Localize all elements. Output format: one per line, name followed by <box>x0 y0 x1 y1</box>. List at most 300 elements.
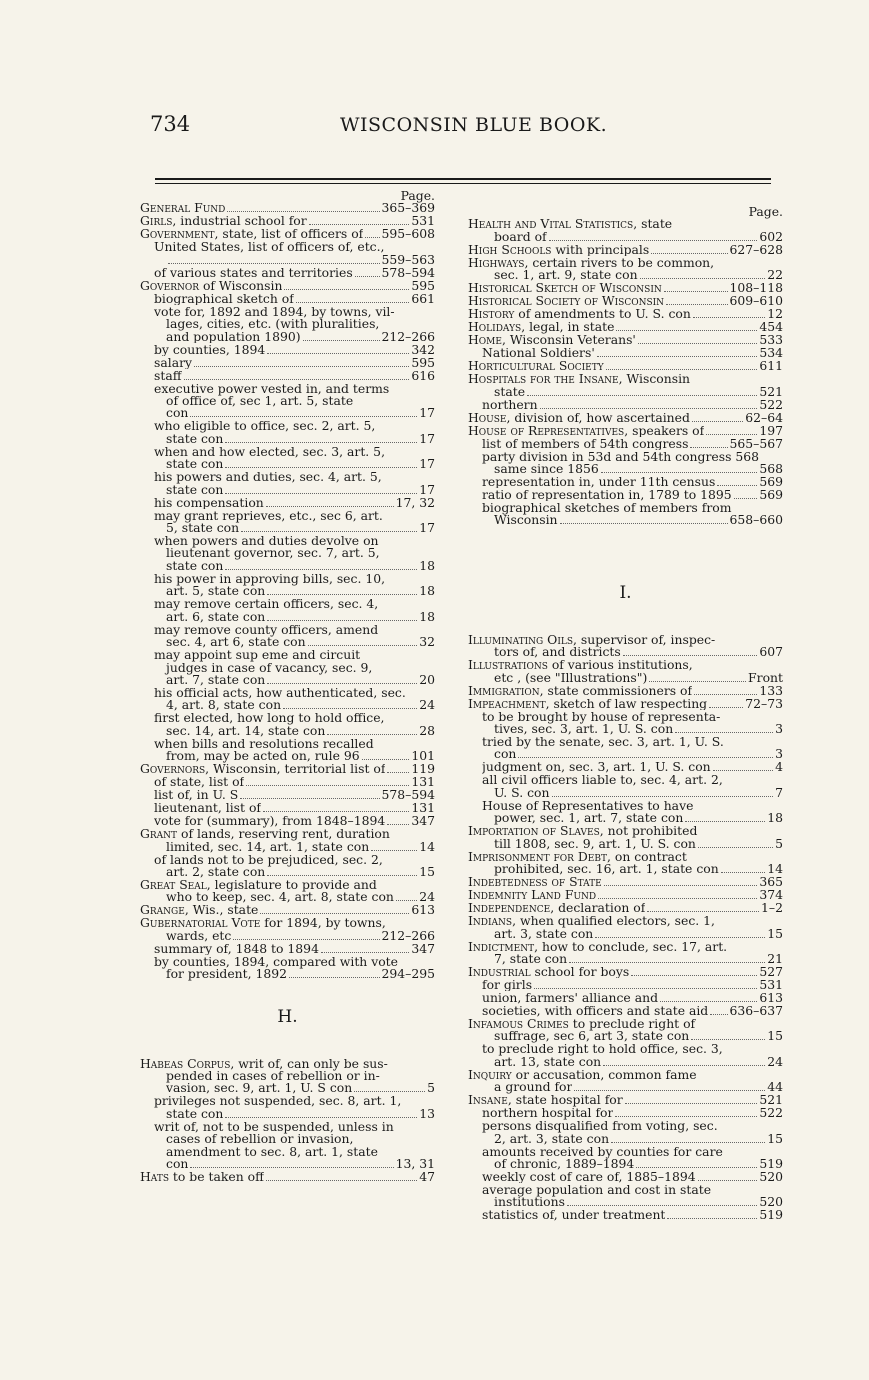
entry-text: a ground for <box>494 1081 573 1094</box>
entry-text: judges in case of vacancy, sec. 9, <box>166 659 373 675</box>
entry-text: of lands not to be prejudiced, sec. 2, <box>154 851 383 867</box>
entry-heading: Habeas Corpus <box>140 1055 231 1071</box>
page-reference: 595–608 <box>381 226 435 242</box>
entry-heading: Highways <box>468 254 525 270</box>
page-reference: 15 <box>767 925 783 941</box>
dot-leader <box>675 732 773 733</box>
entry-text: , legal, in state <box>521 321 615 334</box>
entry-text: , Wisconsin Veterans' <box>501 334 636 347</box>
entry-heading: Health and Vital Statistics <box>468 216 634 232</box>
dot-leader <box>664 291 728 292</box>
entry-text: state con <box>166 458 224 471</box>
entry-text: vasion, sec. 9, art. 1, U. S con <box>166 1082 353 1095</box>
page-reference: 522 <box>759 396 783 412</box>
page-reference: 636–637 <box>729 1002 783 1018</box>
page-reference: 44 <box>767 1079 783 1095</box>
dot-leader <box>615 1116 757 1117</box>
entry-text: average population and cost in state <box>482 1181 712 1197</box>
dot-leader <box>667 1218 757 1219</box>
index-entry <box>140 264 435 280</box>
page-reference: 18 <box>419 608 435 624</box>
entry-text: representation in, under 11th census <box>482 476 716 489</box>
entry-text: for 1894, by towns, <box>260 915 386 931</box>
page-reference: 108–118 <box>729 280 783 296</box>
index-entry <box>140 354 435 370</box>
page-reference: 13, 31 <box>395 1156 435 1171</box>
entry-text: tors of, and districts <box>494 646 621 659</box>
page-reference: 133 <box>759 682 783 698</box>
entry-text: statistics of, under treatment <box>482 1209 666 1222</box>
page-reference: 521 <box>759 1092 783 1108</box>
entry-text: of chronic, 1889–1894 <box>494 1157 635 1171</box>
dot-leader <box>601 472 758 473</box>
entry-text: , supervisor of, inspec- <box>573 631 716 647</box>
index-entry <box>140 1158 435 1171</box>
entry-heading: Independence <box>468 902 551 915</box>
index-entry <box>468 825 783 837</box>
page-reference: 4 <box>775 759 783 775</box>
entry-text: , when qualified electors, sec. 1, <box>512 913 715 929</box>
entry-text: all civil officers liable to, sec. 4, art. 2, <box>482 772 723 788</box>
dot-leader <box>636 1167 757 1168</box>
dot-leader <box>709 707 743 708</box>
index-entry <box>468 321 783 334</box>
index-entry <box>140 420 435 432</box>
dot-leader <box>598 898 757 899</box>
page-reference: 520 <box>759 1194 783 1210</box>
entry-text: till 1808, sec. 9, art. 1, U. S. con <box>494 837 696 851</box>
index-entry <box>468 950 783 966</box>
entry-text: party division in 53d and 54th congress 568 <box>482 448 760 464</box>
page-reference: 24 <box>419 889 435 905</box>
entry-text: his powers and duties, sec. 4, art. 5, <box>154 469 382 485</box>
section-letter-i: I. <box>619 583 632 604</box>
entry-heading: Grant <box>140 826 178 842</box>
page-reference: 294–295 <box>381 966 435 982</box>
index-entry <box>140 927 435 943</box>
entry-text: , Wisconsin, territorial list of <box>205 763 386 776</box>
entry-text: lieutenant, list of <box>154 802 262 815</box>
index-entry <box>468 736 783 748</box>
header-rule <box>155 178 771 180</box>
entry-text: , division of, how ascertained <box>506 411 690 425</box>
entry-text: art. 2, state con <box>166 865 266 879</box>
page-reference: 533 <box>759 332 783 348</box>
g-entries <box>140 202 435 981</box>
page-reference: 3 <box>775 721 783 737</box>
entry-text: northern <box>482 398 538 412</box>
dot-leader <box>296 302 410 303</box>
entry-text: or accusation, common fame <box>511 1066 697 1082</box>
dot-leader <box>225 467 417 468</box>
entry-heading: Indictment <box>468 938 535 954</box>
entry-text: weekly cost of care of, 1885–1894 <box>482 1170 696 1184</box>
dot-leader <box>266 506 394 507</box>
index-entry <box>468 476 783 489</box>
entry-text: his power in approving bills, sec. 10, <box>154 570 386 586</box>
entry-text: , certain rivers to be common, <box>524 254 715 270</box>
page-reference: 21 <box>767 950 783 966</box>
entry-heading: Historical Society of Wisconsin <box>468 295 665 308</box>
index-entry <box>468 295 783 308</box>
entry-text: staff <box>154 369 182 383</box>
dot-leader <box>387 772 409 773</box>
entry-text: , not prohibited <box>599 823 698 839</box>
dot-leader <box>194 366 409 367</box>
entry-text: board of <box>494 230 547 244</box>
entry-heading: Gubernatorial Vote <box>140 915 261 931</box>
entry-text: , declaration of <box>550 902 646 915</box>
page-reference: 17 <box>419 481 435 497</box>
page-reference: 17 <box>419 430 435 446</box>
entry-text: from, may be acted on, rule 96 <box>166 750 360 763</box>
dot-leader <box>666 304 727 305</box>
entry-text: his official acts, how authenticated, sec. <box>154 684 406 700</box>
entry-text: art. 5, state con <box>166 585 266 598</box>
entry-text: his compensation <box>154 496 264 510</box>
entry-text: 4, art. 8, state con <box>166 699 282 712</box>
page-reference: 607 <box>759 644 783 660</box>
page-reference: 569 <box>759 487 783 503</box>
page-reference: 661 <box>411 290 435 306</box>
dot-leader <box>706 434 757 435</box>
index-entry <box>140 1067 435 1083</box>
dot-leader <box>240 798 379 799</box>
index-entry <box>468 254 783 270</box>
index-entry <box>140 876 435 892</box>
entry-text: may remove certain officers, sec. 4, <box>154 596 379 612</box>
page-reference: 565–567 <box>729 435 783 451</box>
index-entry <box>468 682 783 698</box>
entry-text: , sketch of law respecting <box>545 697 708 711</box>
entry-text: school for boys <box>530 965 630 979</box>
entry-text: of Wisconsin <box>199 279 283 293</box>
index-entry <box>140 1095 435 1107</box>
dot-leader <box>638 343 758 344</box>
dot-leader <box>260 913 409 914</box>
page-reference: 595 <box>411 277 435 293</box>
page-reference: 569 <box>759 474 783 490</box>
entry-heading: Indians <box>468 913 513 929</box>
dot-leader <box>606 369 758 370</box>
entry-text: when and how elected, sec. 3, art. 5, <box>154 443 386 459</box>
entry-heading: House <box>468 411 507 425</box>
dot-leader <box>640 278 766 279</box>
page-reference: 131 <box>411 774 435 790</box>
entry-heading: Home <box>468 334 502 347</box>
entry-text: , Wis., state <box>184 904 259 917</box>
entry-heading: Indemnity Land Fund <box>468 889 597 902</box>
index-entry <box>140 684 435 700</box>
entry-text: to preclude right to hold office, sec. 3, <box>482 1041 723 1057</box>
index-entry <box>140 481 435 497</box>
dot-leader <box>604 885 758 886</box>
entry-heading: Inquiry <box>468 1066 512 1082</box>
entry-heading: House of Representatives <box>468 424 625 438</box>
dot-leader <box>267 594 417 595</box>
dot-leader <box>692 421 743 422</box>
h-entries <box>140 1055 435 1184</box>
index-entry <box>140 968 435 981</box>
page-reference: 627–628 <box>729 241 783 257</box>
index-entry <box>140 789 435 802</box>
entry-text: with principals <box>551 243 650 257</box>
dot-leader <box>355 276 380 277</box>
page-reference: 609–610 <box>729 293 783 309</box>
dot-leader <box>225 1117 417 1118</box>
dot-leader <box>694 694 757 695</box>
index-entry <box>468 774 783 786</box>
dot-leader <box>225 569 417 570</box>
dot-leader <box>267 620 417 621</box>
page-reference: 119 <box>411 761 435 777</box>
entry-text: may grant reprieves, etc., sec 6, art. <box>154 507 383 523</box>
dot-leader <box>321 952 409 953</box>
dot-leader <box>283 708 417 709</box>
index-entry <box>468 1066 783 1082</box>
dot-leader <box>660 1001 757 1002</box>
entry-heading: History <box>468 308 515 321</box>
entry-heading: General Fund <box>140 202 226 215</box>
index-entry <box>140 471 435 483</box>
entry-text: sec. 4, art 6, state con <box>166 636 306 649</box>
dot-leader <box>190 416 417 417</box>
dot-leader <box>649 681 746 682</box>
entry-text: , how to conclude, sec. 17, art. <box>534 938 728 954</box>
entry-text: , legislature to provide and <box>206 876 377 892</box>
dot-leader <box>597 356 758 357</box>
entry-text: list of members of 54th congress <box>482 437 689 451</box>
index-entry <box>468 863 783 876</box>
entry-text: pended in cases of rebellion or in- <box>166 1067 380 1083</box>
index-entry <box>140 891 435 904</box>
page-reference: 15 <box>767 1028 783 1044</box>
page-reference: 3 <box>775 746 783 762</box>
page-reference: 18 <box>419 583 435 599</box>
dot-leader <box>698 847 773 848</box>
dot-leader <box>698 1180 758 1181</box>
entry-text: of various states and territories <box>154 266 353 280</box>
entry-text: judgment on, sec. 3, art. 1, U. S. con <box>482 761 711 774</box>
index-entry <box>468 708 783 724</box>
page-reference: 62–64 <box>745 409 783 425</box>
entry-text: may remove county officers, amend <box>154 621 379 637</box>
entry-text: wards, etc <box>166 929 232 943</box>
index-entry <box>140 547 435 559</box>
page-reference: 613 <box>411 902 435 918</box>
entry-text: of state, list of <box>154 776 245 789</box>
entry-text: 7, state con <box>494 952 568 966</box>
index-entry <box>468 659 783 671</box>
entry-text: , state hospital for <box>507 1094 623 1107</box>
index-entry <box>140 1143 435 1159</box>
index-entry <box>468 308 783 321</box>
page-reference: 454 <box>759 319 783 335</box>
entry-text: amendment to sec. 8, art. 1, state <box>166 1143 378 1159</box>
entry-text: same since 1856 <box>494 463 599 476</box>
dot-leader <box>518 757 773 758</box>
entry-text: of amendments to U. S. con <box>514 308 691 321</box>
index-entry <box>468 1209 783 1222</box>
page-number: 734 <box>150 112 191 136</box>
entry-heading: Girls <box>140 215 173 228</box>
column-head-page: Page. <box>400 188 435 203</box>
page-reference: 14 <box>419 838 435 854</box>
entry-heading: Indebtedness of State <box>468 876 602 889</box>
index-entry <box>468 1143 783 1159</box>
dot-leader <box>284 289 409 290</box>
entry-text: lages, cities, etc. (with pluralities, <box>166 316 380 332</box>
entry-text: to be brought by house of representa- <box>482 708 721 724</box>
entry-text: amounts received by counties for care <box>482 1143 723 1159</box>
index-entry <box>140 763 435 776</box>
dot-leader <box>225 493 417 494</box>
entry-heading: Holidays <box>468 321 522 334</box>
dot-leader <box>233 939 379 940</box>
index-entry <box>468 848 783 864</box>
dot-leader <box>190 1167 393 1168</box>
entry-text: House of Representatives to have <box>482 797 694 813</box>
dot-leader <box>289 977 379 978</box>
index-entry <box>468 1120 783 1132</box>
page-reference: 559–563 <box>381 251 435 267</box>
entry-heading: Industrial <box>468 965 531 979</box>
dot-leader <box>246 785 409 786</box>
entry-text: United States, list of officers of, etc., <box>154 239 385 255</box>
index-entry <box>140 735 435 751</box>
entry-text: for girls <box>482 978 533 992</box>
dot-leader <box>362 759 410 760</box>
entry-text: of various institutions, <box>547 657 693 673</box>
entry-text: and population 1890) <box>166 330 301 344</box>
page-reference: 531 <box>411 213 435 229</box>
page-reference: 212–266 <box>381 927 435 943</box>
entry-text: when bills and resolutions recalled <box>154 735 374 751</box>
index-entry <box>140 202 435 215</box>
entry-heading: Horticultural Society <box>468 360 604 373</box>
index-entry <box>468 463 783 476</box>
entry-text: summary of, 1848 to 1894 <box>154 942 319 956</box>
index-entry <box>468 938 783 954</box>
dot-leader <box>371 850 417 851</box>
header-rule-thin <box>155 183 771 184</box>
entry-text: of lands, reserving rent, duration <box>177 826 390 842</box>
dot-leader <box>540 408 758 409</box>
dot-leader <box>611 1142 765 1143</box>
index-entry <box>468 1094 783 1107</box>
entry-text: cases of rebellion or invasion, <box>166 1131 354 1147</box>
dot-leader <box>693 317 765 318</box>
index-entry <box>140 621 435 637</box>
page-header <box>150 112 770 142</box>
entry-text: state con <box>166 559 224 573</box>
dot-leader <box>567 1205 757 1206</box>
entry-text: , industrial school for <box>172 215 307 228</box>
page-reference: 347 <box>411 940 435 956</box>
entry-text: executive power vested in, and terms <box>154 380 390 396</box>
entry-text: state <box>494 385 526 399</box>
entry-text: limited, sec. 14, art. 1, state con <box>166 840 370 853</box>
entry-text: societies, with officers and state aid <box>482 1004 709 1018</box>
page-reference: 28 <box>419 722 435 738</box>
entry-text: art. 13, state con <box>494 1055 602 1069</box>
index-entry <box>468 797 783 813</box>
dot-leader <box>734 498 758 499</box>
page-reference: 20 <box>419 671 435 687</box>
index-entry <box>140 598 435 610</box>
dot-leader <box>651 253 727 254</box>
dot-leader <box>396 900 417 901</box>
index-entry <box>468 514 783 527</box>
entry-text: by counties, 1894, compared with vote <box>154 953 398 969</box>
page-reference: 212–266 <box>381 328 435 344</box>
entry-heading: Historical Sketch of Wisconsin <box>468 282 662 295</box>
entry-text: art. 3, state con <box>494 927 594 940</box>
section-letter-h: H. <box>277 1007 298 1028</box>
index-column-right <box>468 206 783 1222</box>
index-entry <box>140 851 435 867</box>
page-reference: 24 <box>767 1053 783 1069</box>
entry-text: state con <box>166 483 224 497</box>
index-entry <box>140 328 435 344</box>
dot-leader <box>625 1103 758 1104</box>
entry-text: , writ of, can only be sus- <box>230 1055 388 1071</box>
dot-leader <box>713 770 773 771</box>
dot-leader <box>623 655 758 656</box>
entry-text: when powers and duties devolve on <box>154 533 379 549</box>
entry-text: state con <box>166 1107 224 1121</box>
entry-heading: Government <box>140 228 215 241</box>
entry-text: biographical sketch of <box>154 292 294 306</box>
entry-text: may appoint sup eme and circuit <box>154 647 361 663</box>
page-reference: 374 <box>759 887 783 903</box>
index-entry <box>468 963 783 979</box>
page-reference: 17 <box>419 520 435 536</box>
dot-leader <box>303 340 380 341</box>
entry-text: , on contract <box>606 848 687 864</box>
page-reference: 365–369 <box>381 200 435 216</box>
page-reference: 17 <box>419 405 435 421</box>
dot-leader <box>690 447 727 448</box>
dot-leader <box>569 962 765 963</box>
entry-text: list of, in U. S <box>154 789 239 802</box>
dot-leader <box>267 683 417 684</box>
entry-text: , state commissioners of <box>539 684 693 698</box>
entry-text: con <box>166 407 189 420</box>
dot-leader <box>327 734 417 735</box>
page-reference: 101 <box>411 748 435 764</box>
index-entry <box>468 1155 783 1171</box>
dot-leader <box>721 872 766 873</box>
entry-text: , state <box>633 216 673 232</box>
entry-heading: Impeachment <box>468 697 546 711</box>
entry-text: art. 7, state con <box>166 673 266 687</box>
entry-text: state con <box>166 432 224 446</box>
index-entry <box>468 396 783 412</box>
entry-heading: Infamous Crimes <box>468 1015 569 1031</box>
page-reference: 24 <box>419 697 435 713</box>
index-entry <box>140 443 435 459</box>
page-reference: 17, 32 <box>395 494 435 510</box>
entry-text: U. S. con <box>494 786 550 800</box>
page-reference: 521 <box>759 383 783 399</box>
entry-text: institutions <box>494 1196 565 1209</box>
dot-leader <box>691 1039 765 1040</box>
index-entry <box>468 409 783 425</box>
dot-leader <box>267 353 409 354</box>
page-reference: 197 <box>759 422 783 438</box>
index-entry <box>140 712 435 724</box>
